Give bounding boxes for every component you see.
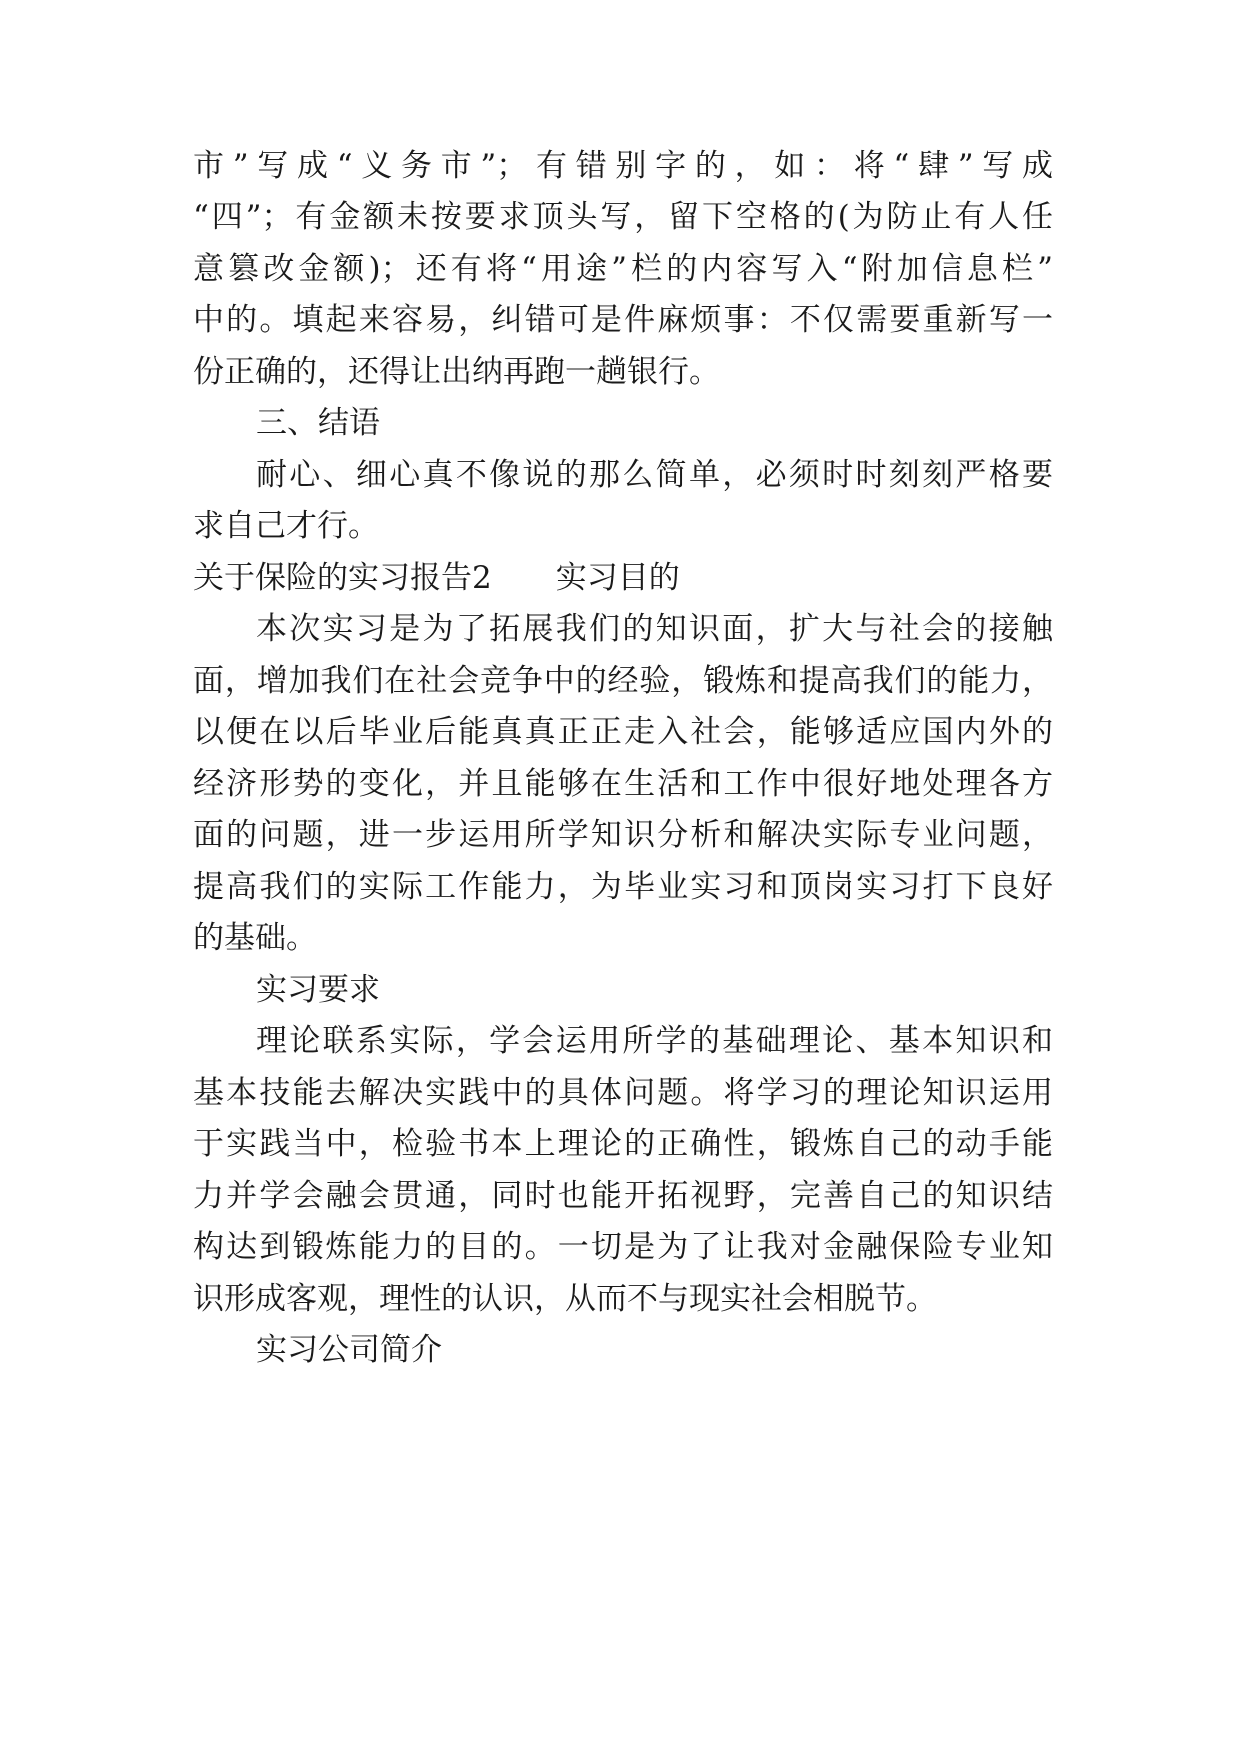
body-line: 份正确的，还得让出纳再跑一趟银行。	[193, 354, 720, 390]
report-title: 关于保险的实习报告2	[193, 560, 492, 596]
body-line: 基本技能去解决实践中的具体问题。将学习的理论知识运用	[193, 1075, 1053, 1111]
body-line: 市”写成“义务市”；有错别字的，如：将“肆”写成	[193, 148, 1053, 184]
body-line: 求自己才行。	[193, 508, 379, 544]
section-heading: 实习要求	[256, 972, 380, 1008]
report-subtitle: 实习目的	[555, 560, 680, 596]
body-line: 中的。填起来容易，纠错可是件麻烦事：不仅需要重新写一	[193, 302, 1053, 338]
body-line: 的基础。	[193, 920, 317, 956]
body-line: 面，增加我们在社会竞争中的经验，锻炼和提高我们的能力，	[193, 663, 1053, 699]
body-line: 构达到锻炼能力的目的。一切是为了让我对金融保险专业知	[193, 1229, 1053, 1265]
body-line: 本次实习是为了拓展我们的知识面，扩大与社会的接触	[256, 611, 1053, 647]
body-line: 意篡改金额)；还有将“用途”栏的内容写入“附加信息栏”	[193, 251, 1053, 287]
report-heading	[193, 549, 1053, 607]
body-line: 识形成客观，理性的认识，从而不与现实社会相脱节。	[193, 1281, 937, 1317]
body-line: 于实践当中，检验书本上理论的正确性，锻炼自己的动手能	[193, 1126, 1053, 1162]
section-heading: 三、结语	[256, 405, 380, 441]
body-line: 理论联系实际，学会运用所学的基础理论、基本知识和	[256, 1023, 1053, 1059]
body-line: 耐心、细心真不像说的那么简单，必须时时刻刻严格要	[256, 457, 1053, 493]
body-line: 力并学会融会贯通，同时也能开拓视野，完善自己的知识结	[193, 1178, 1053, 1214]
body-line: 提高我们的实际工作能力，为毕业实习和顶岗实习打下良好	[193, 869, 1053, 905]
body-line: 面的问题，进一步运用所学知识分析和解决实际专业问题，	[193, 817, 1053, 853]
section-heading: 实习公司简介	[256, 1332, 442, 1368]
body-line: “四”；有金额未按要求顶头写，留下空格的(为防止有人任	[193, 199, 1053, 235]
body-line: 经济形势的变化，并且能够在生活和工作中很好地处理各方	[193, 766, 1053, 802]
body-line: 以便在以后毕业后能真真正正走入社会，能够适应国内外的	[193, 714, 1053, 750]
